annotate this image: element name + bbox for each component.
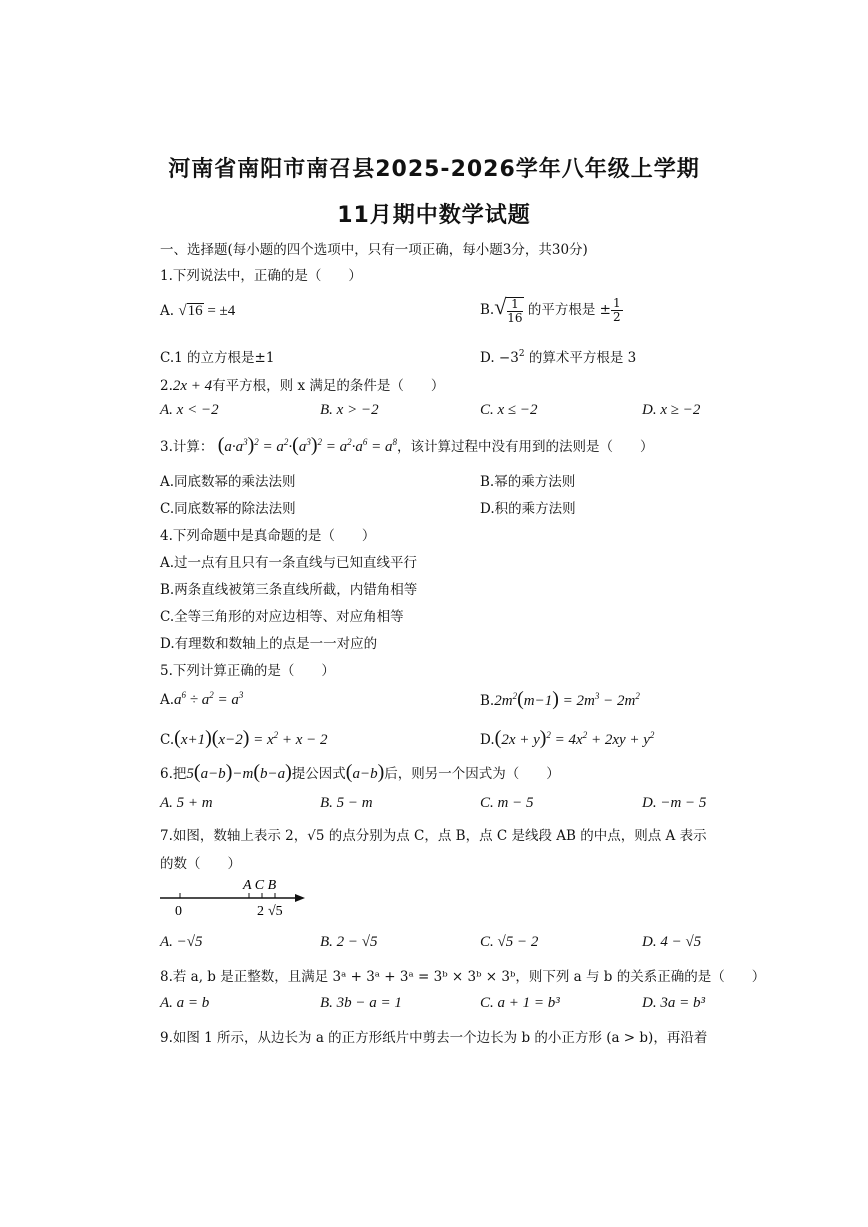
q2-stem-expr: 2x + 4 — [172, 378, 213, 394]
q1-a-rest: = ±4 — [203, 303, 236, 319]
q2-option-c: C. x ≤ −2 — [480, 402, 538, 418]
q1-d-exp: 2 — [518, 349, 525, 359]
q7-stem-line2: 的数（ ） — [160, 856, 241, 872]
q3-expression: $(a\cdot a^3)^2 = a^2\cdot(a^3)^2 = a^2\cdot a^6 = a^8$ — [217, 434, 397, 456]
q2-option-d: D. x ≥ −2 — [642, 402, 701, 418]
q3-option-d: D.积的乘方法则 — [480, 501, 576, 517]
q7-option-b: B. 2 − √5 — [320, 934, 378, 950]
q7-option-c: C. √5 − 2 — [480, 934, 539, 950]
q6-label: 6.把 — [160, 766, 187, 782]
number-line-arrow — [295, 894, 305, 902]
q4-option-a: A.过一点有且只有一条直线与已知直线平行 — [160, 555, 418, 571]
q8-stem: 8.若 a, b 是正整数，且满足 3ᵃ + 3ᵃ + 3ᵃ = 3ᵇ × 3ᵇ × 3ᵇ，则下列 a 与 b 的关系正确的是（ ） — [160, 969, 766, 985]
q6-option-c: C. m − 5 — [480, 795, 534, 811]
q8-option-c: C. a + 1 = b³ — [480, 995, 560, 1011]
q3-option-a: A.同底数幂的乘法法则 — [160, 474, 296, 490]
q6-option-d: D. −m − 5 — [642, 795, 707, 811]
q3-label: 3.计算： — [160, 439, 214, 455]
exam-title-line2: 11月期中数学试题 — [337, 203, 531, 228]
q1-d-text: 的算术平方根是 3 — [524, 350, 637, 366]
label-zero: 0 — [175, 904, 182, 919]
point-labels: A C B — [243, 878, 277, 893]
q5-option-a: $A.a^6 \div a^2 = a^3$ — [160, 690, 244, 708]
q1-b-fden: 2 — [612, 310, 621, 324]
q1-option-c: C.1 的立方根是±1 — [160, 350, 275, 366]
q2-option-b: B. x > −2 — [320, 402, 379, 418]
q1-option-a: A. √16 = ±4 — [160, 303, 236, 319]
q4-option-c: C.全等三角形的对应边相等、对应角相等 — [160, 609, 404, 625]
q3-option-c: C.同底数幂的除法法则 — [160, 501, 296, 517]
q4-option-b: B.两条直线被第三条直线所截，内错角相等 — [160, 582, 418, 598]
q8-option-d: D. 3a = b³ — [642, 995, 705, 1011]
q5-stem: 5.下列计算正确的是（ ） — [160, 663, 335, 679]
q4-option-d: D.有理数和数轴上的点是一一对应的 — [160, 636, 378, 652]
q7-option-d: D. 4 − √5 — [642, 934, 702, 950]
q3-stem — [160, 434, 654, 457]
q4-stem: 4.下列命题中是真命题的是（ ） — [160, 528, 376, 544]
q7-option-a: A. −√5 — [160, 934, 203, 950]
q1-a-radicand: 16 — [187, 303, 203, 319]
q2-stem-text: 有平方根，则 x 满足的条件是（ ） — [212, 378, 445, 394]
q7-stem-line1: 7.如图，数轴上表示 2，√5 的点分别为点 C，点 B，点 C 是线段 AB 的中点，则点 A 表示 — [160, 828, 707, 844]
q6-option-a: A. 5 + m — [160, 795, 213, 811]
q6-tail: 后，则另一个因式为（ ） — [384, 766, 560, 782]
section-heading: 一、选择题(每小题的四个选项中，只有一项正确，每小题3分，共30分) — [160, 242, 588, 258]
q1-option-b: B.√ $\frac{1}{16}$ 的平方根是 ± $\frac{1}{2}$ — [480, 294, 621, 325]
q3-option-b: B.幂的乘方法则 — [480, 474, 576, 490]
q1-b-den: 16 — [507, 310, 523, 325]
q1-stem: 1.下列说法中，正确的是（ ） — [160, 268, 362, 284]
q2-option-a: A. x < −2 — [160, 402, 219, 418]
q1-b-text: 的平方根是 ± — [523, 302, 611, 318]
q1-b-label: B. — [480, 302, 495, 318]
q1-d-label: D. −3 — [480, 350, 519, 366]
q6-option-b: B. 5 − m — [320, 795, 373, 811]
q6-stem: 6.把5(a−b)−m(b−a)提公因式(a−b)后，则另一个因式为（ ） — [160, 761, 560, 783]
label-root5: √5 — [268, 904, 283, 919]
q8-option-a: A. a = b — [160, 995, 210, 1011]
label-two: 2 — [257, 904, 264, 919]
q5-option-b: $B.2m^2(m-1) = 2m^3 - 2m^2$ — [480, 688, 640, 710]
q9-stem: 9.如图 1 所示，从边长为 a 的正方形纸片中剪去一个边长为 b 的小正方形 (a > b)，再沿着 — [160, 1030, 708, 1046]
q5-option-c: $C.(x+1)(x-2) = x^2 + x - 2$ — [160, 727, 328, 749]
q3-tail: ，该计算过程中没有用到的法则是（ ） — [397, 439, 654, 455]
q1-b-fnum: 1 — [612, 296, 621, 310]
q6-mid: 提公因式 — [291, 766, 346, 782]
q2-stem: 2.2x + 4有平方根，则 x 满足的条件是（ ） — [160, 378, 445, 394]
exam-title-line1: 河南省南阳市南召县2025-2026学年八年级上学期 — [168, 157, 700, 182]
q5-option-d: $D.(2x + y)^2 = 4x^2 + 2xy + y^2$ — [480, 727, 655, 749]
q8-option-b: B. 3b − a = 1 — [320, 995, 402, 1011]
q1-a-label: A. — [160, 303, 175, 319]
q1-b-num: 1 — [507, 298, 522, 312]
number-line-figure — [155, 874, 315, 920]
q1-option-d — [480, 346, 636, 366]
